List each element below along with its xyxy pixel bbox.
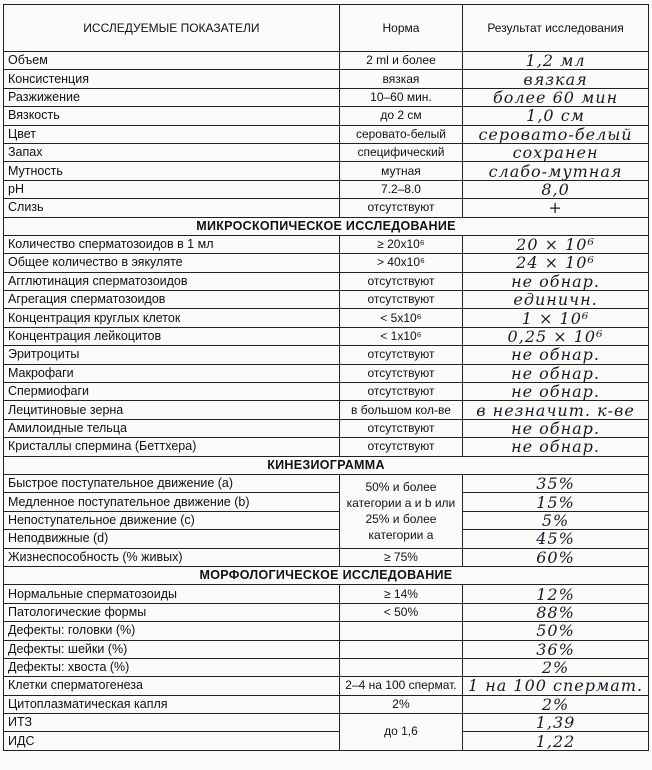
- param-name: Концентрация лейкоцитов: [4, 327, 340, 345]
- table-row: [4, 162, 649, 180]
- param-name: ИТЗ: [4, 714, 340, 732]
- param-name: Консистенция: [4, 70, 340, 88]
- param-name: Цитоплазматическая капля: [4, 695, 340, 713]
- param-norm: > 40x10⁶: [339, 254, 462, 272]
- table-row: [4, 383, 649, 401]
- param-result: 1 × 10⁶: [463, 309, 649, 327]
- table-row: [4, 493, 649, 511]
- param-norm: [339, 658, 462, 676]
- param-name: Агрегация сперматозоидов: [4, 291, 340, 309]
- param-norm: отсутствуют: [339, 419, 462, 437]
- param-norm: отсутствуют: [339, 438, 462, 456]
- param-norm: мутная: [339, 162, 462, 180]
- param-result: 35%: [463, 474, 649, 492]
- table-row: [4, 125, 649, 143]
- table-row: [4, 714, 649, 732]
- param-result: 36%: [463, 640, 649, 658]
- param-norm: [339, 622, 462, 640]
- param-norm: ≥ 14%: [339, 585, 462, 603]
- param-name: Лецитиновые зерна: [4, 401, 340, 419]
- param-name: Спермиофаги: [4, 383, 340, 401]
- param-name: Кристаллы спермина (Беттхера): [4, 438, 340, 456]
- header-norm: Норма: [339, 5, 462, 52]
- param-result: не обнар.: [463, 272, 649, 290]
- param-result: 1,22: [463, 732, 649, 750]
- table-row: [4, 474, 649, 492]
- header-parameters: ИССЛЕДУЕМЫЕ ПОКАЗАТЕЛИ: [4, 5, 340, 52]
- param-name: Количество сперматозоидов в 1 мл: [4, 235, 340, 253]
- param-result: 15%: [463, 493, 649, 511]
- param-result: 24 × 10⁶: [463, 254, 649, 272]
- table-row: [4, 235, 649, 253]
- param-result: не обнар.: [463, 364, 649, 382]
- param-name: Патологические формы: [4, 603, 340, 621]
- param-norm: ≥ 20x10⁶: [339, 235, 462, 253]
- param-norm: до 2 см: [339, 107, 462, 125]
- param-name: Запах: [4, 143, 340, 161]
- param-result: 45%: [463, 530, 649, 548]
- param-name: Слизь: [4, 199, 340, 217]
- param-norm: отсутствуют: [339, 199, 462, 217]
- param-name: Медленное поступательное движение (b): [4, 493, 340, 511]
- param-name: Дефекты: головки (%): [4, 622, 340, 640]
- table-row: [4, 530, 649, 548]
- param-name: Жизнеспособность (% живых): [4, 548, 340, 566]
- table-row: [4, 327, 649, 345]
- param-norm: < 50%: [339, 603, 462, 621]
- param-norm: серовато-белый: [339, 125, 462, 143]
- param-result: 5%: [463, 511, 649, 529]
- param-result: 12%: [463, 585, 649, 603]
- param-result: серовато-белый: [463, 125, 649, 143]
- param-result: не обнар.: [463, 383, 649, 401]
- param-name: pH: [4, 180, 340, 198]
- param-result: 1,0 см: [463, 107, 649, 125]
- param-norm: 2 ml и более: [339, 52, 462, 70]
- table-row: [4, 732, 649, 750]
- param-name: Амилоидные тельца: [4, 419, 340, 437]
- param-name: Неподвижные (d): [4, 530, 340, 548]
- param-norm: 2–4 на 100 спермат.: [339, 677, 462, 695]
- param-result: 60%: [463, 548, 649, 566]
- param-norm: 10–60 мин.: [339, 88, 462, 106]
- indices-norm: до 1,6: [339, 714, 462, 751]
- param-result: 50%: [463, 622, 649, 640]
- table-row: [4, 695, 649, 713]
- param-norm: в большом кол-ве: [339, 401, 462, 419]
- param-name: Клетки сперматогенеза: [4, 677, 340, 695]
- param-name: Цвет: [4, 125, 340, 143]
- table-row: [4, 419, 649, 437]
- param-norm: 7.2–8.0: [339, 180, 462, 198]
- table-row: [4, 677, 649, 695]
- param-name: Концентрация круглых клеток: [4, 309, 340, 327]
- param-norm: отсутствуют: [339, 291, 462, 309]
- param-name: Дефекты: хвоста (%): [4, 658, 340, 676]
- table-row: [4, 640, 649, 658]
- param-result: не обнар.: [463, 419, 649, 437]
- table-row: [4, 438, 649, 456]
- param-norm: отсутствуют: [339, 383, 462, 401]
- param-result: +: [463, 199, 649, 217]
- param-result: 20 × 10⁶: [463, 235, 649, 253]
- table-row: [4, 180, 649, 198]
- param-norm: отсутствуют: [339, 364, 462, 382]
- param-name: ИДС: [4, 732, 340, 750]
- param-name: Эритроциты: [4, 346, 340, 364]
- param-name: Быстрое поступательное движение (a): [4, 474, 340, 492]
- param-name: Нормальные сперматозоиды: [4, 585, 340, 603]
- table-row: [4, 585, 649, 603]
- table-row: [4, 309, 649, 327]
- header-row: [4, 5, 649, 52]
- param-name: Непоступательное движение (c): [4, 511, 340, 529]
- param-name: Агглютинация сперматозоидов: [4, 272, 340, 290]
- table-row: [4, 511, 649, 529]
- table-row: [4, 199, 649, 217]
- section-row: [4, 456, 649, 474]
- param-norm: специфический: [339, 143, 462, 161]
- results-table: [3, 4, 649, 751]
- table-row: [4, 346, 649, 364]
- param-result: 8,0: [463, 180, 649, 198]
- param-result: 1,39: [463, 714, 649, 732]
- param-result: 1,2 мл: [463, 52, 649, 70]
- param-name: Объем: [4, 52, 340, 70]
- param-result: 2%: [463, 695, 649, 713]
- section-title-morphology: МОРФОЛОГИЧЕСКОЕ ИССЛЕДОВАНИЕ: [4, 566, 649, 584]
- table-row: [4, 107, 649, 125]
- table-row: [4, 272, 649, 290]
- section-title-kinesiogram: КИНЕЗИОГРАММА: [4, 456, 649, 474]
- param-result: в незначит. к-ве: [463, 401, 649, 419]
- param-name: Вязкость: [4, 107, 340, 125]
- table-row: [4, 603, 649, 621]
- table-row: [4, 70, 649, 88]
- param-norm: 2%: [339, 695, 462, 713]
- table-row: [4, 254, 649, 272]
- param-result: 0,25 × 10⁶: [463, 327, 649, 345]
- param-norm: [339, 640, 462, 658]
- table-row: [4, 622, 649, 640]
- param-result: слабо-мутная: [463, 162, 649, 180]
- table-row: [4, 658, 649, 676]
- param-norm: < 5x10⁶: [339, 309, 462, 327]
- param-result: 1 на 100 спермат.: [463, 677, 649, 695]
- param-name: Дефекты: шейки (%): [4, 640, 340, 658]
- param-norm: отсутствуют: [339, 346, 462, 364]
- header-result: Результат исследования: [463, 5, 649, 52]
- param-norm: отсутствуют: [339, 272, 462, 290]
- param-result: вязкая: [463, 70, 649, 88]
- table-row: [4, 88, 649, 106]
- table-row: [4, 548, 649, 566]
- param-result: более 60 мин: [463, 88, 649, 106]
- table-row: [4, 364, 649, 382]
- table-row: [4, 401, 649, 419]
- param-result: единичн.: [463, 291, 649, 309]
- table-row: [4, 52, 649, 70]
- param-name: Общее количество в эякуляте: [4, 254, 340, 272]
- param-result: не обнар.: [463, 438, 649, 456]
- param-result: не обнар.: [463, 346, 649, 364]
- table-row: [4, 143, 649, 161]
- param-norm: вязкая: [339, 70, 462, 88]
- param-norm: < 1x10⁶: [339, 327, 462, 345]
- param-result: 88%: [463, 603, 649, 621]
- param-name: Макрофаги: [4, 364, 340, 382]
- param-norm: ≥ 75%: [339, 548, 462, 566]
- param-name: Мутность: [4, 162, 340, 180]
- param-name: Разжижение: [4, 88, 340, 106]
- table-row: [4, 291, 649, 309]
- param-result: 2%: [463, 658, 649, 676]
- kinesio-norm: 50% и более категории a и b или 25% и более категории a: [339, 474, 462, 548]
- section-row: [4, 566, 649, 584]
- section-title-microscopic: МИКРОСКОПИЧЕСКОЕ ИССЛЕДОВАНИЕ: [4, 217, 649, 235]
- section-row: [4, 217, 649, 235]
- param-result: сохранен: [463, 143, 649, 161]
